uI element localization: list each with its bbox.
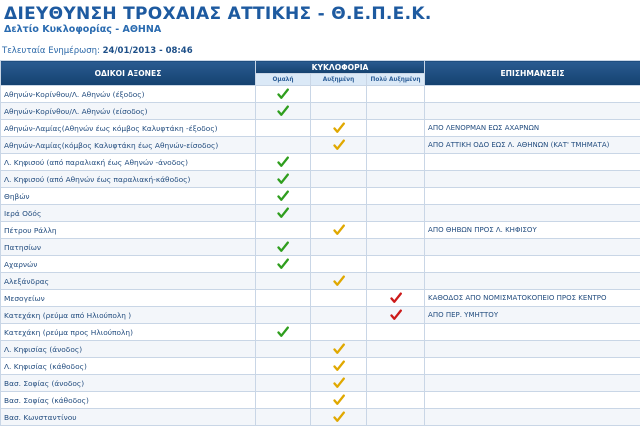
road-name: Αλεξάνδρας [1, 273, 256, 290]
traffic-normal-cell [256, 137, 311, 154]
traffic-increased-cell [311, 392, 367, 409]
traffic-normal-cell [256, 86, 311, 103]
traffic-very-cell [367, 256, 425, 273]
checkmark-icon [277, 88, 289, 100]
table-row [1, 154, 640, 171]
checkmark-icon [333, 394, 345, 406]
traffic-very-cell [367, 154, 425, 171]
traffic-normal-cell [256, 120, 311, 137]
traffic-normal-cell [256, 273, 311, 290]
traffic-normal-cell [256, 171, 311, 188]
table-row [1, 86, 640, 103]
table-row [1, 171, 640, 188]
checkmark-icon [277, 258, 289, 270]
road-note: ΚΑΘΟΔΟΣ ΑΠΟ ΝΟΜΙΣΜΑΤΟΚΟΠΕΙΟ ΠΡΟΣ ΚΕΝΤΡΟ [425, 290, 640, 307]
traffic-normal-cell [256, 290, 311, 307]
table-row [1, 120, 640, 137]
road-name: Ιερά Οδός [1, 205, 256, 222]
traffic-very-cell [367, 120, 425, 137]
traffic-increased-cell [311, 86, 367, 103]
checkmark-icon [333, 275, 345, 287]
checkmark-icon [277, 173, 289, 185]
traffic-increased-cell [311, 375, 367, 392]
road-name: Λ. Κηφισίας (κάθοδος) [1, 358, 256, 375]
traffic-normal-cell [256, 392, 311, 409]
table-row [1, 222, 640, 239]
subcol-very-increased: Πολύ Αυξημένη [367, 74, 425, 86]
traffic-increased-cell [311, 358, 367, 375]
table-row [1, 137, 640, 154]
road-note [425, 171, 640, 188]
road-note [425, 256, 640, 273]
traffic-normal-cell [256, 188, 311, 205]
table-row [1, 103, 640, 120]
traffic-normal-cell [256, 103, 311, 120]
traffic-normal-cell [256, 222, 311, 239]
traffic-normal-cell [256, 358, 311, 375]
checkmark-icon [333, 360, 345, 372]
road-name: Πατησίων [1, 239, 256, 256]
road-name: Αθηνών-Κορίνθου/Λ. Αθηνών (είσοδος) [1, 103, 256, 120]
traffic-increased-cell [311, 137, 367, 154]
road-name: Βασ. Σοφίας (άνοδος) [1, 375, 256, 392]
traffic-very-cell [367, 307, 425, 324]
table-row [1, 341, 640, 358]
col-traffic-header: ΚΥΚΛΟΦΟΡΙΑ [256, 61, 425, 74]
traffic-very-cell [367, 324, 425, 341]
traffic-increased-cell [311, 205, 367, 222]
traffic-very-cell [367, 171, 425, 188]
traffic-very-cell [367, 239, 425, 256]
traffic-increased-cell [311, 290, 367, 307]
road-note: ΑΠΟ ΛΕΝΟΡΜΑΝ ΕΩΣ ΑΧΑΡΝΩΝ [425, 120, 640, 137]
page-header [0, 0, 640, 58]
road-name: Βασ. Κωνσταντίνου [1, 409, 256, 426]
table-row [1, 205, 640, 222]
traffic-normal-cell [256, 341, 311, 358]
checkmark-icon [277, 207, 289, 219]
traffic-table [0, 60, 640, 426]
checkmark-icon [277, 105, 289, 117]
traffic-very-cell [367, 188, 425, 205]
checkmark-icon [333, 122, 345, 134]
traffic-increased-cell [311, 341, 367, 358]
traffic-increased-cell [311, 222, 367, 239]
table-row [1, 239, 640, 256]
col-notes-header: ΕΠΙΣΗΜΑΝΣΕΙΣ [425, 61, 640, 86]
road-name: Θηβών [1, 188, 256, 205]
traffic-increased-cell [311, 409, 367, 426]
last-update-value: 24/01/2013 - 08:46 [102, 46, 193, 56]
table-row [1, 324, 640, 341]
road-note [425, 392, 640, 409]
road-note [425, 375, 640, 392]
checkmark-icon [277, 156, 289, 168]
road-name: Λ. Κηφισού (από Αθηνών έως παραλιακή-κάθοδος) [1, 171, 256, 188]
road-note [425, 273, 640, 290]
road-note [425, 324, 640, 341]
table-row [1, 188, 640, 205]
checkmark-icon [277, 190, 289, 202]
checkmark-icon [333, 411, 345, 423]
road-name: Αχαρνών [1, 256, 256, 273]
road-name: Βασ. Σοφίας (κάθοδος) [1, 392, 256, 409]
traffic-very-cell [367, 409, 425, 426]
traffic-very-cell [367, 375, 425, 392]
road-note: ΑΠΟ ΘΗΒΩΝ ΠΡΟΣ Λ. ΚΗΦΙΣΟΥ [425, 222, 640, 239]
road-name: Λ. Κηφισού (από παραλιακή έως Αθηνών -άνοδος) [1, 154, 256, 171]
subcol-increased: Αυξημένη [311, 74, 367, 86]
traffic-normal-cell [256, 205, 311, 222]
traffic-normal-cell [256, 307, 311, 324]
road-name: Κατεχάκη (ρεύμα προς Ηλιούπολη) [1, 324, 256, 341]
traffic-normal-cell [256, 409, 311, 426]
table-row [1, 307, 640, 324]
table-row [1, 375, 640, 392]
checkmark-icon [277, 326, 289, 338]
traffic-increased-cell [311, 103, 367, 120]
road-note [425, 239, 640, 256]
traffic-normal-cell [256, 154, 311, 171]
table-row [1, 290, 640, 307]
traffic-very-cell [367, 358, 425, 375]
road-name: Αθηνών-Κορίνθου/Λ. Αθηνών (έξοδος) [1, 86, 256, 103]
road-name: Κατεχάκη (ρεύμα από Ηλιούπολη ) [1, 307, 256, 324]
traffic-increased-cell [311, 154, 367, 171]
road-name: Λ. Κηφισίας (άνοδος) [1, 341, 256, 358]
last-update [2, 46, 193, 56]
traffic-very-cell [367, 137, 425, 154]
page-title: ΔΙΕΥΘΥΝΣΗ ΤΡΟΧΑΙΑΣ ΑΤΤΙΚΗΣ - Θ.Ε.Π.Ε.Κ. [4, 4, 432, 24]
traffic-very-cell [367, 222, 425, 239]
road-name: Αθηνών-Λαμίας(κόμβος Καλυφτάκη έως Αθηνών-είσοδος) [1, 137, 256, 154]
table-row [1, 358, 640, 375]
table-row [1, 409, 640, 426]
traffic-increased-cell [311, 324, 367, 341]
traffic-increased-cell [311, 307, 367, 324]
road-name: Μεσογείων [1, 290, 256, 307]
road-note: ΑΠΟ ΑΤΤΙΚΗ ΟΔΟ ΕΩΣ Λ. ΑΘΗΝΩΝ (ΚΑΤ' ΤΜΗΜΑΤΑ) [425, 137, 640, 154]
table-row [1, 392, 640, 409]
checkmark-icon [333, 139, 345, 151]
traffic-increased-cell [311, 256, 367, 273]
road-note [425, 409, 640, 426]
road-note [425, 86, 640, 103]
road-name: Πέτρου Ράλλη [1, 222, 256, 239]
checkmark-icon [333, 343, 345, 355]
checkmark-icon [333, 377, 345, 389]
checkmark-icon [277, 241, 289, 253]
traffic-increased-cell [311, 171, 367, 188]
traffic-very-cell [367, 392, 425, 409]
traffic-very-cell [367, 341, 425, 358]
traffic-very-cell [367, 290, 425, 307]
subcol-normal: Ομαλή [256, 74, 311, 86]
road-note [425, 341, 640, 358]
traffic-normal-cell [256, 239, 311, 256]
traffic-increased-cell [311, 120, 367, 137]
road-note [425, 205, 640, 222]
road-name: Αθηνών-Λαμίας(Αθηνών έως κόμβος Καλυφτάκη -έξοδος) [1, 120, 256, 137]
traffic-normal-cell [256, 324, 311, 341]
checkmark-icon [390, 292, 402, 304]
road-note [425, 154, 640, 171]
table-row [1, 273, 640, 290]
col-roads-header: ΟΔΙΚΟΙ ΑΞΟΝΕΣ [1, 61, 256, 86]
traffic-very-cell [367, 205, 425, 222]
traffic-increased-cell [311, 239, 367, 256]
road-note [425, 188, 640, 205]
checkmark-icon [333, 224, 345, 236]
checkmark-icon [390, 309, 402, 321]
traffic-normal-cell [256, 375, 311, 392]
traffic-normal-cell [256, 256, 311, 273]
road-note: ΑΠΟ ΠΕΡ. ΥΜΗΤΤΟΥ [425, 307, 640, 324]
road-note [425, 103, 640, 120]
traffic-very-cell [367, 273, 425, 290]
page-subtitle: Δελτίο Κυκλοφορίας - ΑΘΗΝΑ [4, 24, 162, 35]
table-row [1, 256, 640, 273]
traffic-increased-cell [311, 188, 367, 205]
traffic-increased-cell [311, 273, 367, 290]
traffic-very-cell [367, 86, 425, 103]
last-update-label: Τελευταία Ενημέρωση: [2, 46, 100, 56]
road-note [425, 358, 640, 375]
traffic-very-cell [367, 103, 425, 120]
